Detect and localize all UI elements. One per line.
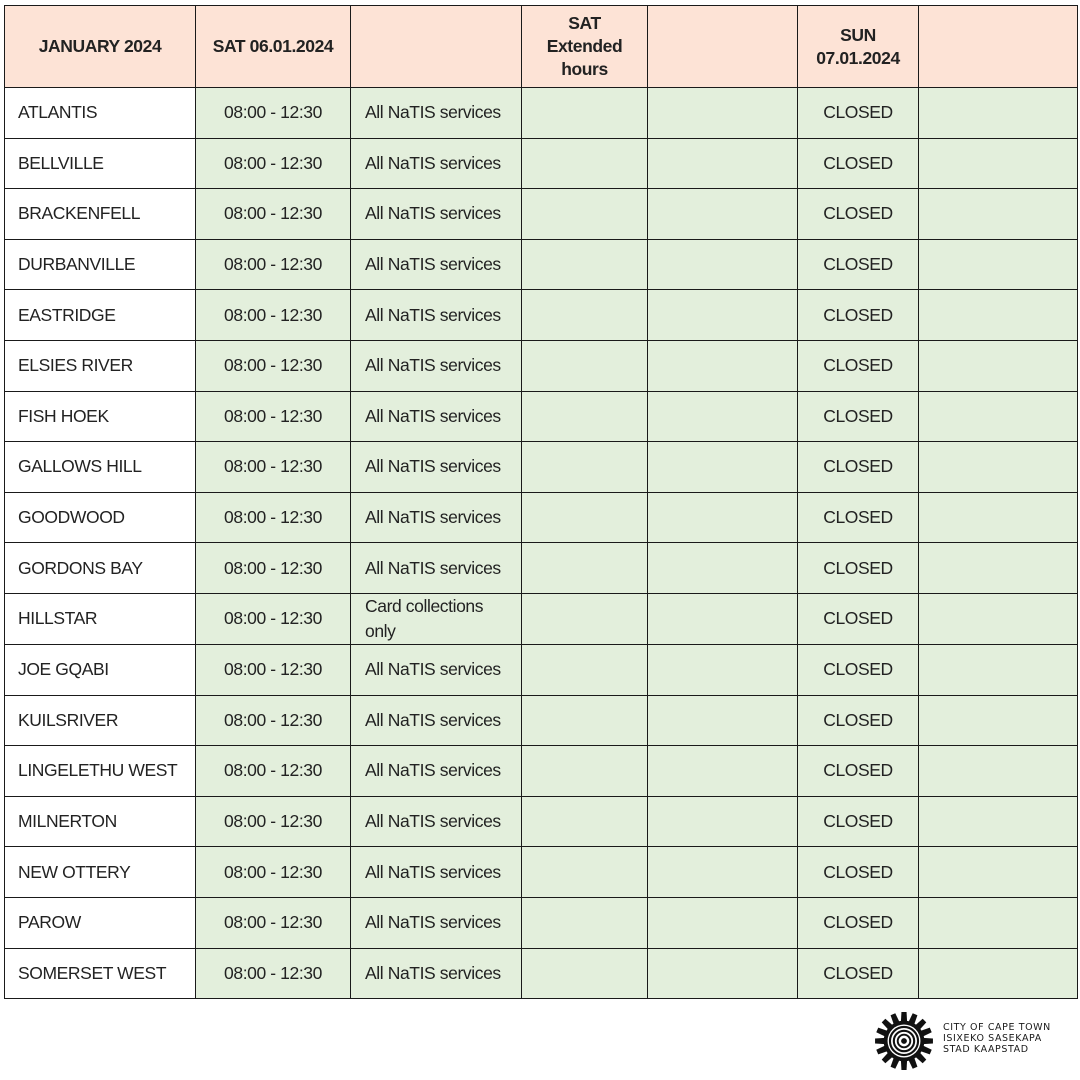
city-logo-text (943, 1022, 1051, 1055)
sat-services: Card collections only (351, 593, 522, 644)
table-row (5, 847, 1078, 898)
extended-services (648, 340, 798, 391)
sat-hours: 08:00 - 12:30 (196, 442, 351, 493)
sun-status: CLOSED (798, 746, 919, 797)
sat-hours: 08:00 - 12:30 (196, 695, 351, 746)
branch-name: ELSIES RIVER (5, 340, 196, 391)
sun-status: CLOSED (798, 239, 919, 290)
extended-services (648, 189, 798, 240)
sun-status: CLOSED (798, 644, 919, 695)
sat-services: All NaTIS services (351, 290, 522, 341)
sat-services: All NaTIS services (351, 695, 522, 746)
sun-services (919, 391, 1078, 442)
extended-hours (522, 138, 648, 189)
sun-status: CLOSED (798, 948, 919, 999)
extended-hours (522, 847, 648, 898)
branch-name: DURBANVILLE (5, 239, 196, 290)
branch-name: HILLSTAR (5, 593, 196, 644)
sun-status: CLOSED (798, 88, 919, 139)
extended-hours (522, 290, 648, 341)
sat-hours: 08:00 - 12:30 (196, 88, 351, 139)
table-row (5, 948, 1078, 999)
table-body (5, 88, 1078, 999)
table-row (5, 189, 1078, 240)
extended-hours (522, 593, 648, 644)
branch-name: ATLANTIS (5, 88, 196, 139)
logo-line-english: CITY OF CAPE TOWN (943, 1022, 1051, 1033)
extended-services (648, 897, 798, 948)
extended-services (648, 138, 798, 189)
sat-services: All NaTIS services (351, 543, 522, 594)
table-row (5, 593, 1078, 644)
header-sat-date: SAT 06.01.2024 (196, 6, 351, 88)
table-row (5, 695, 1078, 746)
sun-services (919, 290, 1078, 341)
sat-services: All NaTIS services (351, 746, 522, 797)
sat-services: All NaTIS services (351, 88, 522, 139)
branch-name: SOMERSET WEST (5, 948, 196, 999)
sun-services (919, 796, 1078, 847)
extended-hours (522, 948, 648, 999)
sat-hours: 08:00 - 12:30 (196, 746, 351, 797)
sat-hours: 08:00 - 12:30 (196, 543, 351, 594)
table-row (5, 746, 1078, 797)
sat-services: All NaTIS services (351, 796, 522, 847)
branch-name: BELLVILLE (5, 138, 196, 189)
table-row (5, 239, 1078, 290)
table-row (5, 644, 1078, 695)
sat-hours: 08:00 - 12:30 (196, 593, 351, 644)
table-row (5, 796, 1078, 847)
sun-status: CLOSED (798, 593, 919, 644)
sun-services (919, 239, 1078, 290)
extended-services (648, 442, 798, 493)
header-sun-services (919, 6, 1078, 88)
branch-name: PAROW (5, 897, 196, 948)
sun-status: CLOSED (798, 543, 919, 594)
sun-status: CLOSED (798, 290, 919, 341)
sat-hours: 08:00 - 12:30 (196, 138, 351, 189)
city-logo (873, 1010, 1073, 1074)
extended-services (648, 239, 798, 290)
extended-hours (522, 695, 648, 746)
sun-status: CLOSED (798, 492, 919, 543)
branch-name: MILNERTON (5, 796, 196, 847)
extended-hours (522, 796, 648, 847)
sat-hours: 08:00 - 12:30 (196, 948, 351, 999)
sat-hours: 08:00 - 12:30 (196, 391, 351, 442)
extended-services (648, 796, 798, 847)
extended-hours (522, 189, 648, 240)
extended-services (648, 492, 798, 543)
extended-hours (522, 239, 648, 290)
table-row (5, 290, 1078, 341)
extended-services (648, 695, 798, 746)
sun-status: CLOSED (798, 391, 919, 442)
city-of-cape-town-emblem-icon (873, 1010, 935, 1072)
sat-services: All NaTIS services (351, 391, 522, 442)
sat-hours: 08:00 - 12:30 (196, 290, 351, 341)
sat-hours: 08:00 - 12:30 (196, 189, 351, 240)
extended-services (648, 847, 798, 898)
table-row (5, 897, 1078, 948)
extended-services (648, 644, 798, 695)
branch-name: BRACKENFELL (5, 189, 196, 240)
sun-services (919, 543, 1078, 594)
sat-services: All NaTIS services (351, 644, 522, 695)
branch-name: GOODWOOD (5, 492, 196, 543)
sun-status: CLOSED (798, 847, 919, 898)
sun-services (919, 138, 1078, 189)
sun-services (919, 492, 1078, 543)
sat-services: All NaTIS services (351, 847, 522, 898)
logo-line-afrikaans: STAD KAAPSTAD (943, 1044, 1029, 1055)
extended-services (648, 290, 798, 341)
header-sat-extended-services (648, 6, 798, 88)
table-row (5, 543, 1078, 594)
sun-status: CLOSED (798, 897, 919, 948)
sat-services: All NaTIS services (351, 340, 522, 391)
sun-services (919, 897, 1078, 948)
extended-services (648, 391, 798, 442)
header-month: JANUARY 2024 (5, 6, 196, 88)
extended-hours (522, 88, 648, 139)
extended-hours (522, 897, 648, 948)
table-row (5, 492, 1078, 543)
sat-services: All NaTIS services (351, 897, 522, 948)
branch-name: LINGELETHU WEST (5, 746, 196, 797)
header-sat-services (351, 6, 522, 88)
extended-hours (522, 340, 648, 391)
sun-status: CLOSED (798, 695, 919, 746)
sat-hours: 08:00 - 12:30 (196, 644, 351, 695)
sat-services: All NaTIS services (351, 442, 522, 493)
extended-services (648, 88, 798, 139)
table-row (5, 391, 1078, 442)
extended-hours (522, 492, 648, 543)
sun-status: CLOSED (798, 189, 919, 240)
sat-services: All NaTIS services (351, 948, 522, 999)
sun-services (919, 88, 1078, 139)
sun-services (919, 593, 1078, 644)
sat-hours: 08:00 - 12:30 (196, 796, 351, 847)
extended-services (648, 543, 798, 594)
trading-hours-table (4, 5, 1078, 999)
table-row (5, 138, 1078, 189)
sat-services: All NaTIS services (351, 189, 522, 240)
sat-services: All NaTIS services (351, 239, 522, 290)
extended-hours (522, 746, 648, 797)
table-row (5, 340, 1078, 391)
extended-services (648, 593, 798, 644)
sat-services: All NaTIS services (351, 492, 522, 543)
sat-hours: 08:00 - 12:30 (196, 897, 351, 948)
table-row (5, 442, 1078, 493)
sat-hours: 08:00 - 12:30 (196, 847, 351, 898)
extended-hours (522, 391, 648, 442)
extended-services (648, 746, 798, 797)
sat-hours: 08:00 - 12:30 (196, 492, 351, 543)
sun-status: CLOSED (798, 340, 919, 391)
header-sat-extended: SAT Extended hours (522, 6, 648, 88)
sat-hours: 08:00 - 12:30 (196, 239, 351, 290)
sun-services (919, 189, 1078, 240)
branch-name: GORDONS BAY (5, 543, 196, 594)
extended-hours (522, 543, 648, 594)
extended-hours (522, 644, 648, 695)
sun-status: CLOSED (798, 796, 919, 847)
logo-line-xhosa: ISIXEKO SASEKAPA (943, 1033, 1042, 1044)
branch-name: FISH HOEK (5, 391, 196, 442)
branch-name: JOE GQABI (5, 644, 196, 695)
sun-status: CLOSED (798, 138, 919, 189)
sun-services (919, 847, 1078, 898)
header-sun-date: SUN 07.01.2024 (798, 6, 919, 88)
extended-hours (522, 442, 648, 493)
branch-name: KUILSRIVER (5, 695, 196, 746)
extended-services (648, 948, 798, 999)
sun-services (919, 746, 1078, 797)
branch-name: GALLOWS HILL (5, 442, 196, 493)
branch-name: NEW OTTERY (5, 847, 196, 898)
sun-services (919, 695, 1078, 746)
branch-name: EASTRIDGE (5, 290, 196, 341)
table-row (5, 88, 1078, 139)
sun-services (919, 948, 1078, 999)
sat-hours: 08:00 - 12:30 (196, 340, 351, 391)
sun-services (919, 644, 1078, 695)
sun-status: CLOSED (798, 442, 919, 493)
table-header-row (5, 6, 1078, 88)
sun-services (919, 442, 1078, 493)
sat-services: All NaTIS services (351, 138, 522, 189)
sun-services (919, 340, 1078, 391)
